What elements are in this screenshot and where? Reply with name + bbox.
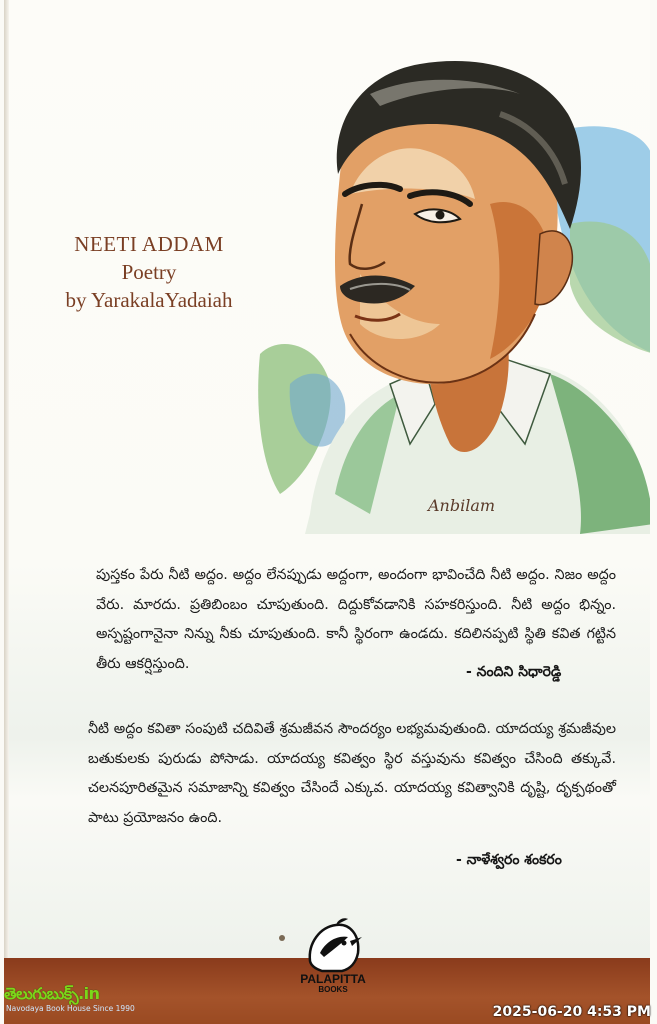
blurb-author-1: - నందిని సిధారెడ్డి	[466, 664, 562, 680]
print-speck	[279, 935, 285, 941]
publisher-sub: BOOKS	[318, 985, 348, 994]
back-cover	[4, 0, 650, 1024]
publisher-name: PALAPITTA	[300, 972, 366, 986]
watermark	[0, 984, 150, 1020]
photo-timestamp: 2025-06-20 4:53 PM	[492, 1004, 651, 1020]
title-block	[34, 230, 264, 314]
watermark-sub: Navodaya Book House Since 1990	[6, 1004, 135, 1013]
cover-edge	[4, 0, 9, 1024]
blurb-paragraph-1: పుస్తకం పేరు నీటి అద్దం. అద్దం లేనప్పుడు అద్దంగా, అందంగా భావించేది నీటి అద్దం. నిజం అద్దం వేరు. మారదు. ప్రతిబింబం చూపుతుంది. దిద్దుకోవడానికి సహకరిస్తుంది. నీటి అద్దం భిన్నం. అస్పష్టంగానైనా నిన్ను నీకు చూపుతుంది. కానీ స్థిరంగా ఉండదు. కదిలినప్పటి స్థితి కవిత గట్టిన తీరు ఆకర్షిస్తుంది.	[96, 567, 616, 672]
book-title: NEETI ADDAM	[74, 232, 224, 256]
book-genre: Poetry	[121, 260, 177, 284]
watermark-main: తెలుగుబుక్స్.in	[4, 984, 100, 1003]
blurb-author-2: - నాళేశ్వరం శంకరం	[456, 852, 562, 868]
blurb-paragraph-2: నీటి అద్దం కవితా సంపుటి చదివితే శ్రమజీవన సౌందర్యం లభ్యమవుతుంది. యాదయ్య శ్రమజీవుల బతుకులకు పురుడు పోసాడు. యాదయ్య కవిత్వం స్థిర వస్తువును కవిత్వం చేసింది తక్కువే. చలనపూరితమైన సమాజాన్ని కవిత్వం చేసిందే ఎక్కువ. యాదయ్య కవిత్వానికి దృష్టి, దృక్పథంతో పాటు ప్రయోజనం ఉంది.	[88, 721, 616, 826]
bird-logo-icon	[298, 913, 368, 995]
portrait-sketch-icon	[250, 24, 650, 534]
book-byline: by YarakalaYadaiah	[65, 288, 233, 312]
artist-signature: Anbilam	[428, 496, 496, 515]
